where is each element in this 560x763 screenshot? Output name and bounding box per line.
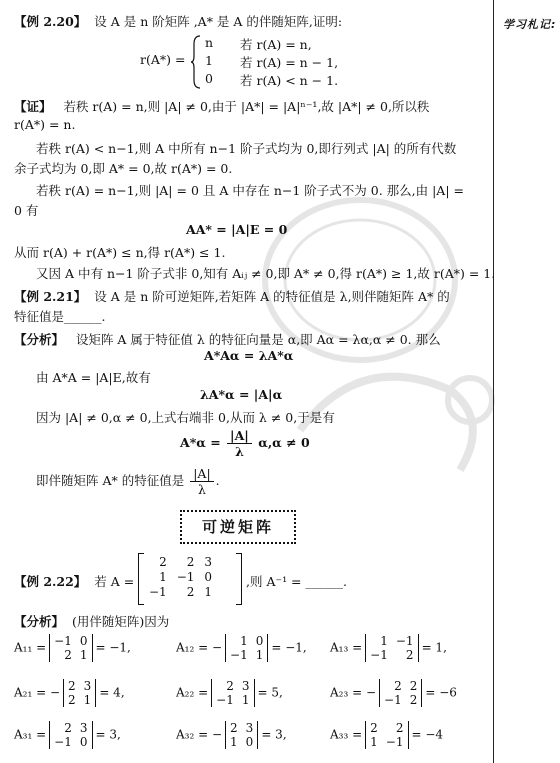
analysis-line: 【分析】 设矩阵 A 属于特征值 λ 的特征向量是 α,即 Aα = λα,α ≠ 0. 那么	[14, 332, 441, 347]
section-heading: 可逆矩阵	[201, 518, 274, 536]
proof-line: 余子式均为 0,即 A* = 0,故 r(A*) = 0.	[14, 161, 233, 176]
example-2-20-statement: 【例 2.20】 设 A 是 n 阶矩阵 ,A* 是 A 的伴随矩阵,证明:	[14, 14, 343, 29]
cofactor-result: = 5,	[257, 685, 283, 700]
determinant-entry: 1	[380, 634, 388, 648]
determinant-entry: 3	[83, 679, 92, 693]
matrix-bracket-right	[236, 553, 242, 605]
determinant-entry: 2	[230, 721, 238, 735]
display-equation: AA* = |A|E = 0	[186, 222, 288, 237]
cofactor-item	[14, 634, 131, 662]
determinant-entry: 2	[409, 679, 418, 693]
cofactor-name: A₃₁ =	[14, 727, 47, 742]
determinant-entry: 3	[79, 721, 88, 735]
determinant-entry: 2	[394, 679, 402, 693]
example-2-21-statement: 【例 2.21】 设 A 是 n 阶可逆矩阵,若矩阵 A 的特征值是 λ,则伴随矩阵 A* 的	[14, 289, 450, 304]
proof-line: 【证】 若秩 r(A) = n,则 |A| ≠ 0,由于 |A*| = |A|ⁿ⁻¹,故 |A*| ≠ 0,所以秩	[14, 99, 430, 114]
case-value: 1	[205, 53, 213, 68]
determinant-2x2	[49, 634, 92, 662]
determinant-2x2	[365, 634, 418, 662]
determinant-entry: 1	[240, 634, 248, 648]
determinant-entry: −1	[385, 735, 404, 749]
case-value: n	[205, 35, 214, 50]
left-brace-icon	[190, 34, 202, 90]
determinant-entry: 1	[79, 648, 88, 662]
proof-line: r(A*) = n.	[14, 117, 76, 132]
proof-line: 又因 A 中有 n−1 阶子式非 0,知有 Aᵢⱼ ≠ 0,即 A* ≠ 0,得 r(A*) ≥ 1,故 r(A*) = 1.	[36, 266, 496, 281]
proof-line: 若秩 r(A) < n−1,则 A 中所有 n−1 阶子式均为 0,即行列式 |A| 的所有代数	[36, 141, 457, 156]
determinant-entry: −1	[54, 634, 72, 648]
cofactor-result: = −1,	[95, 640, 131, 655]
determinant-entry: 3	[245, 721, 254, 735]
case-condition: 若 r(A) = n − 1,	[240, 55, 339, 70]
determinant-entry: 1	[255, 648, 264, 662]
determinant-entry: 2	[226, 679, 234, 693]
determinant-2x2	[225, 634, 268, 662]
determinant-entry: 0	[79, 634, 88, 648]
cofactor-name: A₃₂ = −	[176, 727, 223, 742]
cofactor-result: = −4	[411, 727, 444, 742]
determinant-2x2	[211, 679, 254, 707]
matrix-entries: 2 2 3 1 −1 0 −1 2 1	[149, 555, 213, 599]
cofactor-name: A₃₃ =	[330, 727, 363, 742]
display-equation: A*α = $\frac{|A|}{\lambda}$ α,α ≠ 0	[180, 428, 310, 459]
cofactor-result: = 1,	[421, 640, 447, 655]
case-condition: 若 r(A) < n − 1.	[240, 73, 339, 88]
determinant-entry: 1	[83, 693, 92, 707]
determinant-entry: 2	[64, 648, 72, 662]
cofactor-item	[14, 679, 125, 707]
determinant-entry: 2	[68, 679, 76, 693]
cofactor-item	[14, 721, 121, 749]
cofactor-item	[176, 679, 283, 707]
determinant-entry: 0	[255, 634, 264, 648]
determinant-entry: 2	[64, 721, 72, 735]
cofactor-name: A₁₂ = −	[176, 640, 223, 655]
example-2-22-statement: 【例 2.22】 若 A =	[14, 574, 135, 589]
determinant-2x2	[49, 721, 92, 749]
determinant-entry: 1	[370, 735, 378, 749]
cofactor-result: = −1,	[271, 640, 307, 655]
determinant-entry: 2	[409, 693, 418, 707]
determinant-entry: −1	[384, 693, 402, 707]
cofactor-result: = −6	[425, 685, 457, 700]
determinant-entry: 2	[68, 693, 76, 707]
case-condition: 若 r(A) = n,	[240, 37, 312, 52]
determinant-entry: 1	[230, 735, 238, 749]
cofactor-name: A₂₃ = −	[330, 685, 377, 700]
analysis-line: 即伴随矩阵 A* 的特征值是 $\frac{|A|}{\lambda}$ .	[36, 466, 220, 497]
cofactor-result: = 4,	[99, 685, 125, 700]
determinant-entry: 3	[241, 679, 250, 693]
analysis-line: 由 A*A = |A|E,故有	[36, 370, 151, 385]
cofactor-name: A₂₂ =	[176, 685, 209, 700]
cofactor-name: A₂₁ = −	[14, 685, 61, 700]
cofactor-item	[330, 679, 457, 707]
determinant-2x2	[225, 721, 258, 749]
determinant-entry: −1	[216, 693, 234, 707]
example-2-22-answer-blank: ,则 A⁻¹ = ______.	[246, 574, 347, 589]
determinant-entry: 2	[370, 721, 378, 735]
analysis-line: 因为 |A| ≠ 0,α ≠ 0,上式右端非 0,从而 λ ≠ 0,于是有	[36, 410, 335, 425]
cofactor-name: A₁₁ =	[14, 640, 47, 655]
determinant-entry: −1	[230, 648, 248, 662]
cofactor-name: A₁₃ =	[330, 640, 363, 655]
proof-line: 0 有	[14, 203, 39, 218]
fraction-numerator: |A|	[227, 428, 252, 444]
example-2-21-blank: 特征值是______.	[14, 309, 106, 324]
proof-line: 若秩 r(A) = n−1,则 |A| = 0 且 A 中存在 n−1 阶子式不为 0. 那么,由 |A| =	[36, 183, 464, 198]
display-equation: A*Aα = λA*α	[204, 348, 294, 363]
determinant-entry: −1	[395, 634, 414, 648]
cofactor-item	[176, 721, 287, 749]
proof-line: 从而 r(A) + r(A*) ≤ n,得 r(A*) ≤ 1.	[14, 245, 226, 260]
fraction-numerator: |A|	[190, 466, 213, 482]
determinant-entry: −1	[370, 648, 388, 662]
cofactor-item	[330, 721, 443, 749]
fraction-denominator: λ	[235, 444, 244, 459]
cofactor-result: = 3,	[95, 727, 121, 742]
cofactor-result: = 3,	[261, 727, 287, 742]
display-equation: λA*α = |A|α	[200, 387, 283, 402]
determinant-entry: 0	[79, 735, 88, 749]
analysis-line: 【分析】 (用伴随矩阵)因为	[14, 614, 170, 629]
cofactor-item	[176, 634, 307, 662]
study-notes-title: 学习札记:	[503, 18, 557, 31]
determinant-2x2	[63, 679, 96, 707]
cofactor-item	[330, 634, 447, 662]
determinant-2x2	[379, 679, 422, 707]
determinant-entry: 2	[405, 648, 414, 662]
determinant-entry: 1	[241, 693, 250, 707]
determinant-entry: −1	[54, 735, 72, 749]
case-value: 0	[205, 71, 213, 86]
determinant-entry: 0	[245, 735, 254, 749]
determinant-2x2	[365, 721, 408, 749]
determinant-entry: 2	[395, 721, 404, 735]
fraction-denominator: λ	[197, 482, 206, 497]
rank-lhs: r(A*) =	[140, 52, 186, 67]
